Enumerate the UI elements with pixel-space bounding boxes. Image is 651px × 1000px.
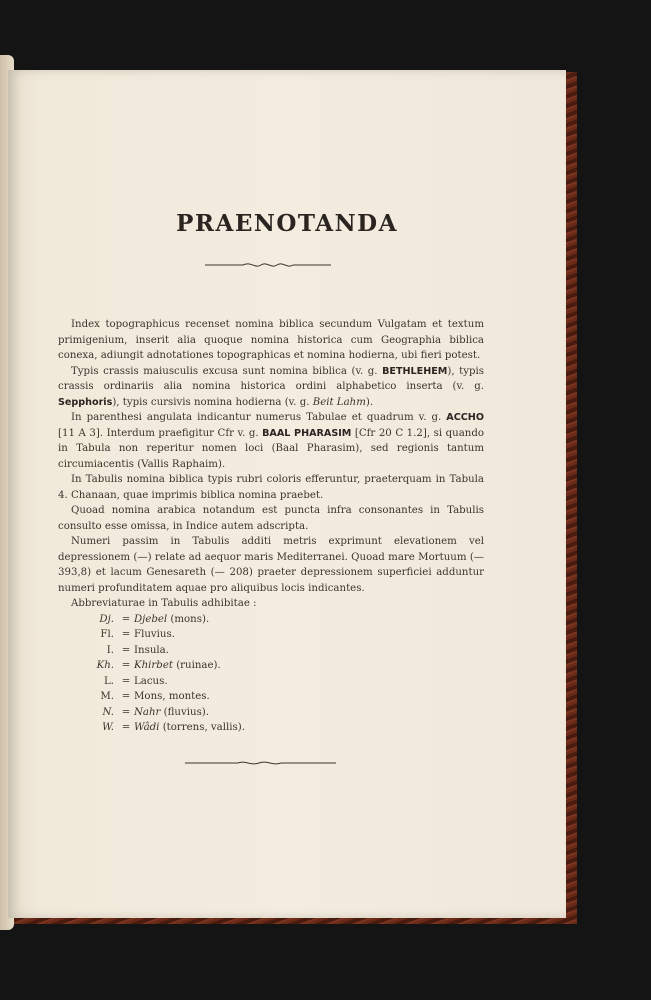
list-item: L. = Lacus. <box>103 675 168 687</box>
page-title: PRAENOTANDA <box>176 210 398 237</box>
list-item: Fl. = Fluvius. <box>100 629 175 640</box>
list-item: Dj. = Djebel (mons). <box>99 613 210 625</box>
top-ornament <box>203 261 333 269</box>
bottom-ornament <box>183 759 338 767</box>
paragraph-6: Numeri passim in Tabulis additi metris exprimunt elevationem vel depressionem (—) relate ad aequor maris Mediterranei. Quoad mare Mortuum (— 393,8) et lacum Genesareth (— 208) praeter depressionem superficiei adduntur numeri profunditatem aquae pro aliquibus locis indicantes. <box>58 536 484 594</box>
list-item: Kh. = Khirbet (ruinae). <box>96 660 221 671</box>
paragraph-7: Abbreviaturae in Tabulis adhibitae : <box>71 598 257 609</box>
list-item: W. = Wâdi (torrens, vallis). <box>102 722 245 733</box>
list-item: I. = Insula. <box>106 644 169 656</box>
list-item: N. = Nahr (fluvius). <box>102 706 210 718</box>
paragraph-4: In Tabulis nomina biblica typis rubri coloris efferuntur, praeterquam in Tabula 4. Chanaan, quae imprimis biblica nomina praebet. <box>58 474 484 501</box>
paragraph-1: Index topographicus recenset nomina biblica secundum Vulgatam et textum primigenium, inserit alia quoque nomina historica cum Geographia biblica conexa, adiungit adnotationes topographicas et nomina hodierna, ubi fieri potest. <box>58 319 484 361</box>
paragraph-5: Quoad nomina arabica notandum est puncta infra consonantes in Tabulis consulto esse omissa, in Indice autem adscripta. <box>58 505 484 532</box>
paragraph-2: Typis crassis maiusculis excusa sunt nomina biblica (v. g. BETHLEHEM), typis crassis ordinariis alia nomina historica ordini alphabetico inserta (v. g. Sepphoris), typis cursivis nomina hodierna (v. g. Beit Lahm). <box>58 365 484 408</box>
abbreviation-list <box>58 612 484 736</box>
body-text <box>58 317 484 736</box>
book-page <box>8 70 566 918</box>
list-item: M. = Mons, montes. <box>100 691 210 702</box>
paragraph-3: In parenthesi angulata indicantur numerus Tabulae et quadrum v. g. ACCHO [11 A 3]. Interdum praefigitur Cfr v. g. BAAL PHARASIM [Cfr 20 C 1.2], si quando in Tabula non reperitur nomen loci (Baal Pharasim), sed regionis tantum circumiacentis (Vallis Raphaim). <box>58 412 484 470</box>
